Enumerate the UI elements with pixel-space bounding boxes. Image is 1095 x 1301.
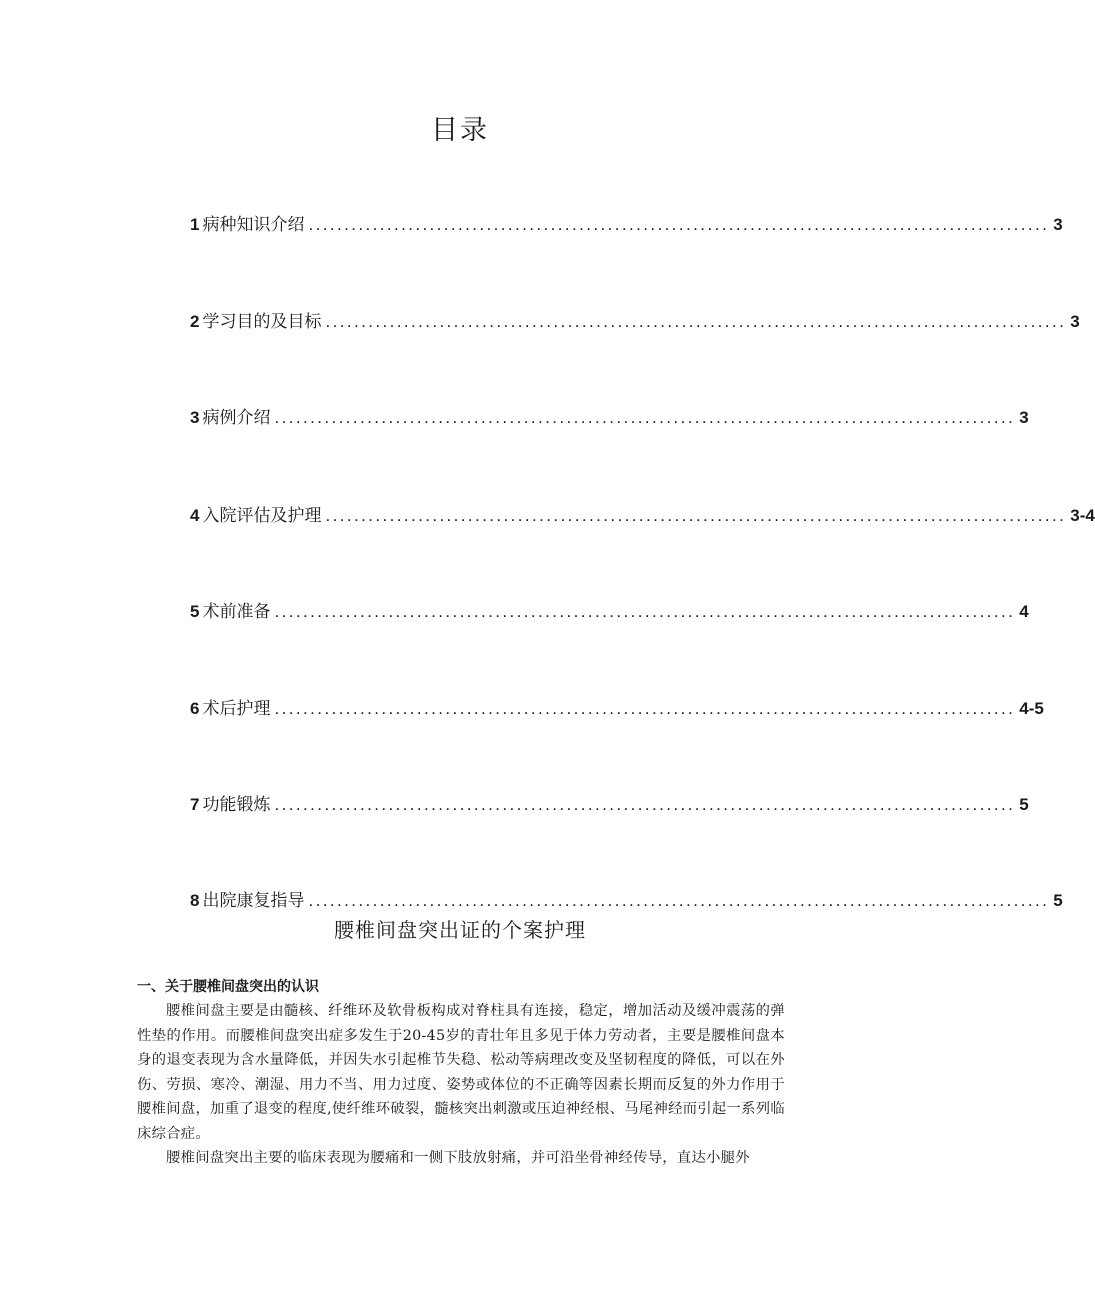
toc-entry[interactable] bbox=[190, 501, 1095, 527]
toc-entry[interactable] bbox=[190, 210, 1063, 236]
toc-entry-label: 出院康复指导 bbox=[202, 891, 305, 911]
toc-entry-page: 3 bbox=[1053, 215, 1063, 234]
toc-dot-leader: ........................................................................................................ bbox=[325, 506, 1067, 525]
toc-entry[interactable] bbox=[190, 886, 1063, 912]
toc-dot-leader: ........................................................................................................ bbox=[274, 602, 1016, 621]
toc-entry-page: 3 bbox=[1019, 408, 1029, 427]
toc-entry-label: 入院评估及护理 bbox=[202, 506, 322, 526]
toc-entry[interactable] bbox=[190, 790, 1029, 816]
toc-entry-label: 学习目的及目标 bbox=[202, 312, 322, 332]
toc-entry-number: 1 bbox=[190, 215, 200, 234]
toc-entry-label: 术后护理 bbox=[202, 699, 271, 719]
toc-entry-label: 功能锻炼 bbox=[202, 795, 271, 815]
toc-dot-leader: ........................................................................................................ bbox=[274, 699, 1016, 718]
toc-entry-page: 5 bbox=[1019, 795, 1029, 814]
toc-entry-page: 3 bbox=[1070, 312, 1080, 331]
toc-entry-number: 3 bbox=[190, 408, 200, 427]
toc-entry-page: 4 bbox=[1019, 602, 1029, 621]
toc-entry-number: 2 bbox=[190, 312, 200, 331]
toc-entry-label: 病例介绍 bbox=[202, 408, 271, 428]
body-paragraph: 腰椎间盘主要是由髓核、纤维环及软骨板构成对脊柱具有连接，稳定，增加活动及缓冲震荡的弹性垫的作用。而腰椎间盘突出症多发生于20-45岁的青壮年且多见于体力劳动者，主要是腰椎间盘本身的退变表现为含水量降低，并因失水引起椎节失稳、松动等病理改变及坚韧程度的降低，可以在外伤、劳损、寒冷、潮湿、用力不当、用力过度、姿势或体位的不正确等因素长期而反复的外力作用于腰椎间盘，加重了退变的程度,使纤维环破裂，髓核突出刺激或压迫神经根、马尾神经而引起一系列临床综合症。 bbox=[137, 1003, 785, 1142]
toc-entry-number: 5 bbox=[190, 602, 200, 621]
toc-entry-number: 7 bbox=[190, 795, 200, 814]
toc-entry-number: 4 bbox=[190, 506, 200, 525]
toc-entry-page: 3-4 bbox=[1070, 506, 1095, 525]
toc-dot-leader: ........................................................................................................ bbox=[274, 795, 1016, 814]
toc-entry-number: 8 bbox=[190, 891, 200, 910]
toc-entry[interactable] bbox=[190, 597, 1029, 623]
toc-entry-number: 6 bbox=[190, 699, 200, 718]
toc-entry[interactable] bbox=[190, 694, 1044, 720]
toc-dot-leader: ........................................................................................................ bbox=[308, 215, 1050, 234]
toc-entry-page: 5 bbox=[1053, 891, 1063, 910]
toc-entry[interactable] bbox=[190, 403, 1029, 429]
toc-dot-leader: ........................................................................................................ bbox=[274, 408, 1016, 427]
toc-title: 目录 bbox=[431, 115, 489, 146]
section-heading: 一、关于腰椎间盘突出的认识 bbox=[137, 979, 319, 995]
body-paragraph: 腰椎间盘突出主要的临床表现为腰痛和一侧下肢放射痛，并可沿坐骨神经传导，直达小腿外 bbox=[166, 1150, 750, 1166]
toc-dot-leader: ........................................................................................................ bbox=[308, 891, 1050, 910]
toc-entry-page: 4-5 bbox=[1019, 699, 1044, 718]
toc-entry-label: 病种知识介绍 bbox=[202, 215, 305, 235]
toc-entry-label: 术前准备 bbox=[202, 602, 271, 622]
document-title: 腰椎间盘突出证的个案护理 bbox=[334, 918, 586, 942]
toc-dot-leader: ........................................................................................................ bbox=[325, 312, 1067, 331]
toc-entry[interactable] bbox=[190, 307, 1080, 333]
